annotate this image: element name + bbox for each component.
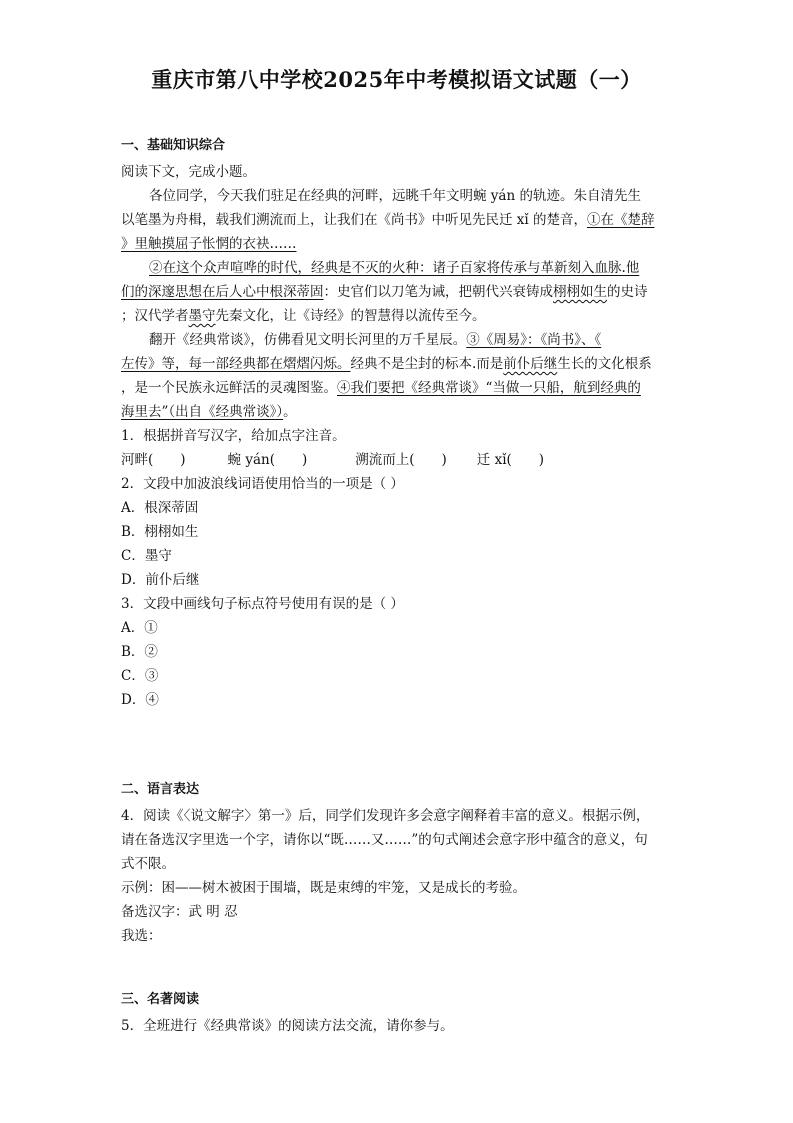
wavy-word-gensheng: 根深蒂固 xyxy=(269,284,324,300)
passage-text: 翻开《经典常谈》，仿佛看见文明长河里的万千星辰。 xyxy=(149,332,467,348)
passage-text: ，是一个民族永远鲜活的灵魂图鉴。 xyxy=(121,380,337,396)
section-heading-classics: 三、名著阅读 xyxy=(121,992,200,1007)
question-3-option-c[interactable]: C．③ xyxy=(121,668,159,684)
underlined-sentence-1-cont: 》里触摸屈子怅惘的衣袂…… xyxy=(121,236,297,252)
section-heading-basic: 一、基础知识综合 xyxy=(121,138,226,153)
passage-p3-line4 xyxy=(121,400,681,424)
passage-p3-line1 xyxy=(121,328,681,352)
section-heading-language: 二、语言表达 xyxy=(121,782,200,797)
question-4-line3: 式不限。 xyxy=(121,856,175,872)
question-2-option-c[interactable]: C．墨守 xyxy=(121,548,172,564)
question-5: 5．全班进行《经典常谈》的阅读方法交流，请你参与。 xyxy=(121,1018,454,1034)
question-2-option-d[interactable]: D．前仆后继 xyxy=(121,572,200,588)
passage-p1-line2 xyxy=(121,208,681,232)
passage-p2-line3 xyxy=(121,304,681,328)
wavy-word-xuxu: 栩栩如生 xyxy=(553,284,607,300)
passage-text: 的史诗 xyxy=(607,284,648,300)
question-2-option-b[interactable]: B．栩栩如生 xyxy=(121,524,199,540)
passage-text: 先秦文化，让《诗经》的智慧得以流传至今。 xyxy=(215,308,486,324)
section3-body xyxy=(121,1014,681,1038)
passage-text: 生长的文化根系 xyxy=(557,356,652,372)
question-2-option-a[interactable]: A．根深蒂固 xyxy=(121,500,199,516)
underlined-sentence-2-cont: 们的深邃思想在后人心中 xyxy=(121,284,270,300)
section1-body xyxy=(121,160,681,712)
question-4-line1: 4．阅读《〈说文解字〉第一》后，同学们发现许多会意字阐释着丰富的意义。根据示例， xyxy=(121,808,650,824)
page-title: 重庆市第八中学校2025年中考模拟语文试题（一） xyxy=(151,67,642,92)
underlined-sentence-3: ③《周易》：《尚书》、《 xyxy=(466,332,602,348)
underlined-sentence-4-cont: 海里去”（出自《经典常谈》） xyxy=(121,404,284,420)
question-4-example: 示例：困——树木被困于围墙，既是束缚的牢笼，又是成长的考验。 xyxy=(121,880,526,896)
passage-p1-line3 xyxy=(121,232,681,256)
question-4-answer-prompt[interactable]: 我选： xyxy=(121,928,162,944)
question-1: 1．根据拼音写汉字，给加点字注音。 xyxy=(121,428,346,444)
passage-text: ；汉代学者 xyxy=(121,308,189,324)
wavy-word-qianpu: 前仆后继 xyxy=(503,356,558,372)
reading-intro: 阅读下文，完成小题。 xyxy=(121,164,256,180)
section2-body xyxy=(121,804,681,948)
blank-suliu[interactable]: 溯流而上( ) xyxy=(355,452,447,468)
wavy-word-moshou: 墨守 xyxy=(188,308,216,324)
passage-text: 以笔墨为舟楫，载我们溯流而上，让我们在《尚书》中听见先民迁 xǐ 的楚音， xyxy=(121,212,588,228)
passage-text: 经典不是尘封的标本.而是 xyxy=(350,356,504,372)
blank-wanyan[interactable]: 蜿 yán( ) xyxy=(227,452,308,468)
underlined-sentence-4: ④我们要把《经典常谈》“当做一只船，航到经典的 xyxy=(337,380,641,396)
passage-p2-line1 xyxy=(121,256,681,280)
question-2: 2．文段中加波浪线词语使用恰当的一项是（ ） xyxy=(121,476,404,492)
underlined-sentence-2: ②在这个众声喧哗的时代，经典是不灭的火种：诸子百家将传承与革新刻入血脉.他 xyxy=(149,260,640,276)
blank-qianxi[interactable]: 迁 xǐ( ) xyxy=(476,452,545,468)
underlined-sentence-1: ①在《楚辞 xyxy=(587,212,655,228)
question-4-line2: 请在备选汉字里选一个字，请你以“既……又……”的句式阐述会意字形中蕴含的意义，句 xyxy=(121,832,648,848)
question-3-option-d[interactable]: D．④ xyxy=(121,692,159,708)
question-3-option-a[interactable]: A．① xyxy=(121,620,158,636)
blank-heban[interactable]: 河畔( ) xyxy=(121,452,186,468)
passage-p1-line1: 各位同学，今天我们驻足在经典的河畔，远眺千年文明蜿 yán 的轨迹。朱自清先生 xyxy=(149,188,641,204)
passage-p2-line2 xyxy=(121,280,681,304)
passage-text: 。 xyxy=(283,404,297,420)
question-1-blanks xyxy=(121,448,681,472)
question-3: 3．文段中画线句子标点符号使用有误的是（ ） xyxy=(121,596,404,612)
question-3-option-b[interactable]: B．② xyxy=(121,644,158,660)
passage-p3-line3 xyxy=(121,376,681,400)
question-4-candidates: 备选汉字：武 明 忍 xyxy=(121,904,238,920)
underlined-sentence-3-cont: 左传》等，每一部经典都在熠熠闪烁。 xyxy=(121,356,351,372)
passage-text: ：史官们以刀笔为诫，把朝代兴衰铸成 xyxy=(323,284,553,300)
passage-p3-line2 xyxy=(121,352,681,376)
